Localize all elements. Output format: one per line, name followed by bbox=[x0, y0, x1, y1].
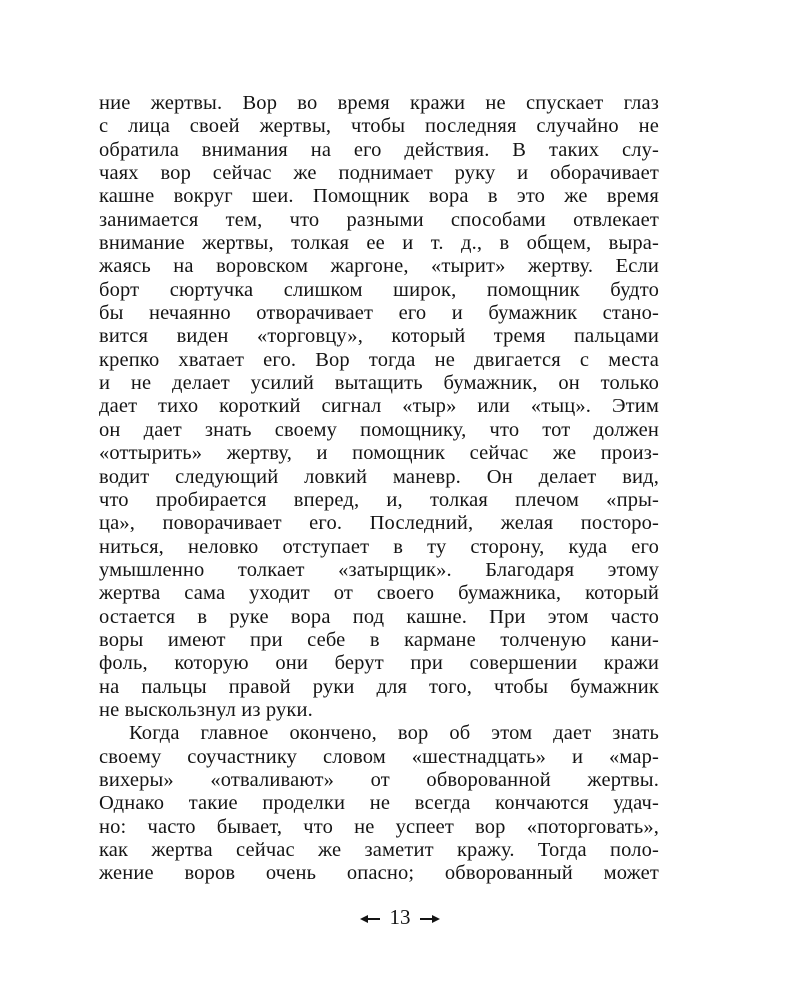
text-line: вится виден «торговцу», который тремя пальцами bbox=[99, 325, 659, 348]
text-line: умышленно толкает «затырщик». Благодаря этому bbox=[99, 558, 659, 581]
text-line: жение воров очень опасно; обворованный может bbox=[99, 862, 659, 885]
text-line: остается в руке вора под кашне. При этом часто bbox=[99, 605, 659, 628]
text-line: кашне вокруг шеи. Помощник вора в это же время bbox=[99, 185, 659, 208]
page-footer bbox=[0, 903, 800, 929]
text-line: на пальцы правой руки для того, чтобы бумажник bbox=[99, 675, 659, 698]
text-line: что пробирается вперед, и, толкая плечом «пры- bbox=[99, 488, 659, 511]
text-line: ниться, неловко отступает в ту сторону, куда его bbox=[99, 535, 659, 558]
text-line: бы нечаянно отворачивает его и бумажник стано- bbox=[99, 302, 659, 325]
text-line: не выскользнул из руки. bbox=[99, 698, 313, 721]
paragraph-first-line: Когда главное окончено, вор об этом дает знать bbox=[129, 722, 659, 745]
text-line: и не делает усилий вытащить бумажник, он только bbox=[99, 372, 659, 395]
text-line: он дает знать своему помощнику, что тот должен bbox=[99, 418, 659, 441]
page-number: 13 bbox=[389, 905, 411, 930]
text-line: «оттырить» жертву, и помощник сейчас же произ- bbox=[99, 442, 659, 465]
text-line: занимается тем, что разными способами отвлекает bbox=[99, 208, 659, 231]
text-line: борт сюртучка слишком широк, помощник будто bbox=[99, 278, 659, 301]
text-line: вихеры» «отваливают» от обворованной жертвы. bbox=[99, 768, 659, 791]
text-line: дает тихо короткий сигнал «тыр» или «тыц». Этим bbox=[99, 395, 659, 418]
text-line: жаясь на воровском жаргоне, «тырит» жертву. Если bbox=[99, 255, 659, 278]
text-line: ние жертвы. Вор во время кражи не спускает глаз bbox=[99, 92, 659, 114]
text-line: воры имеют при себе в кармане толченую кани- bbox=[99, 628, 659, 651]
right-ornament-icon bbox=[419, 905, 441, 929]
text-line: с лица своей жертвы, чтобы последняя случайно не bbox=[99, 115, 659, 138]
text-line: но: часто бывает, что не успеет вор «поторговать», bbox=[99, 815, 659, 838]
text-line: жертва сама уходит от своего бумажника, который bbox=[99, 582, 659, 605]
text-line: водит следующий ловкий маневр. Он делает вид, bbox=[99, 465, 659, 488]
text-line: чаях вор сейчас же поднимает руку и оборачивает bbox=[99, 162, 659, 185]
text-line: внимание жертвы, толкая ее и т. д., в общем, выра- bbox=[99, 232, 659, 255]
text-line: своему соучастнику словом «шестнадцать» и «мар- bbox=[99, 745, 659, 768]
text-line: ца», поворачивает его. Последний, желая посторо- bbox=[99, 512, 659, 535]
text-line: обратила внимания на его действия. В таких слу- bbox=[99, 138, 659, 161]
left-ornament-icon bbox=[359, 905, 381, 929]
text-line: Однако такие проделки не всегда кончаются удач- bbox=[99, 792, 659, 815]
page-text-block bbox=[99, 92, 659, 886]
text-line: крепко хватает его. Вор тогда не двигается с места bbox=[99, 348, 659, 371]
text-line: как жертва сейчас же заметит кражу. Тогда поло- bbox=[99, 839, 659, 861]
text-line: фоль, которую они берут при совершении кражи bbox=[99, 652, 659, 675]
